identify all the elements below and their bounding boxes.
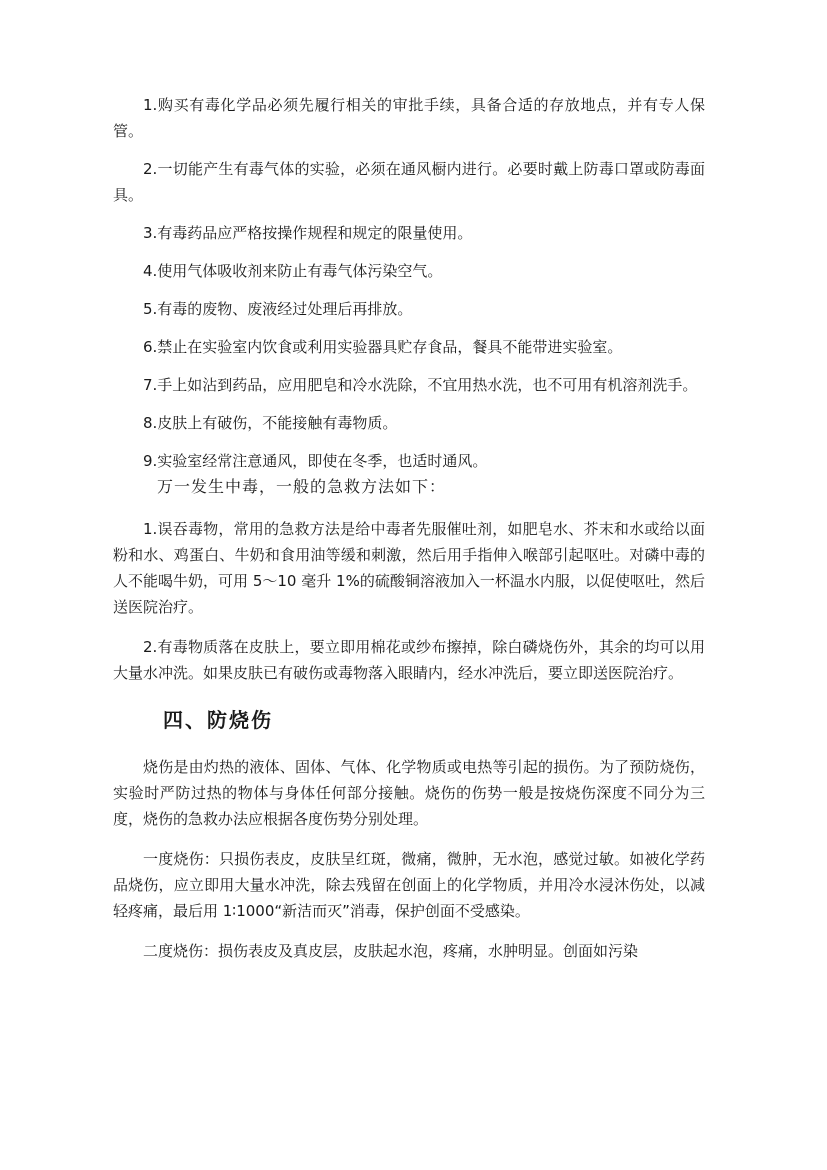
precaution-item-2: 2.一切能产生有毒气体的实验，必须在通风橱内进行。必要时戴上防毒口罩或防毒面具。 — [113, 160, 705, 204]
precaution-item-7: 7.手上如沾到药品，应用肥皂和冷水洗除，不宜用热水洗，也不可用有机溶剂洗手。 — [143, 376, 698, 394]
first-aid-item-2: 2.有毒物质落在皮肤上，要立即用棉花或纱布擦掉，除白磷烧伤外，其余的均可以用大量水冲洗。如果皮肤已有破伤或毒物落入眼睛内，经水冲洗后，要立即送医院治疗。 — [113, 638, 705, 682]
precaution-item-8: 8.皮肤上有破伤，不能接触有毒物质。 — [143, 414, 398, 432]
precaution-item-4: 4.使用气体吸收剂来防止有毒气体污染空气。 — [143, 262, 443, 280]
precaution-item-9: 9.实验室经常注意通风，即使在冬季，也适时通风。 — [143, 452, 488, 470]
first-aid-item-1: 1.误吞毒物，常用的急救方法是给中毒者先服催吐剂，如肥皂水、芥末和水或给以面粉和水、鸡蛋白、牛奶和食用油等缓和刺激，然后用手指伸入喉部引起呕吐。对磷中毒的人不能喝牛奶，可用 5～10 毫升 1%的硫酸铜溶液加入一杯温水内服，以促使呕吐，然后送医院治疗。 — [113, 520, 705, 616]
precaution-item-5: 5.有毒的废物、废液经过处理后再排放。 — [143, 300, 413, 318]
burns-intro-paragraph: 烧伤是由灼热的液体、固体、气体、化学物质或电热等引起的损伤。为了预防烧伤，实验时严防过热的物体与身体任何部分接触。烧伤的伤势一般是按烧伤深度不同分为三度，烧伤的急救办法应根据各度伤势分别处理。 — [113, 758, 705, 828]
section-title: 四、防烧伤 — [163, 708, 273, 732]
document-page — [113, 92, 705, 964]
first-aid-heading: 万一发生中毒，一般的急救方法如下： — [157, 477, 447, 496]
first-degree-burn-paragraph: 一度烧伤：只损伤表皮，皮肤呈红斑，微痛，微肿，无水泡，感觉过敏。如被化学药品烧伤，应立即用大量水冲洗，除去残留在创面上的化学物质，并用冷水浸沐伤处，以减轻疼痛，最后用 1∶1000“新洁而灭”消毒，保护创面不受感染。 — [113, 850, 705, 920]
precaution-item-1: 1.购买有毒化学品必须先履行相关的审批手续，具备合适的存放地点，并有专人保管。 — [113, 96, 705, 140]
precaution-item-6: 6.禁止在实验室内饮食或利用实验器具贮存食品，餐具不能带进实验室。 — [143, 338, 623, 356]
precaution-item-3: 3.有毒药品应严格按操作规程和规定的限量使用。 — [143, 224, 473, 242]
second-degree-burn-paragraph: 二度烧伤：损伤表皮及真皮层，皮肤起水泡，疼痛，水肿明显。创面如污染 — [143, 942, 639, 960]
